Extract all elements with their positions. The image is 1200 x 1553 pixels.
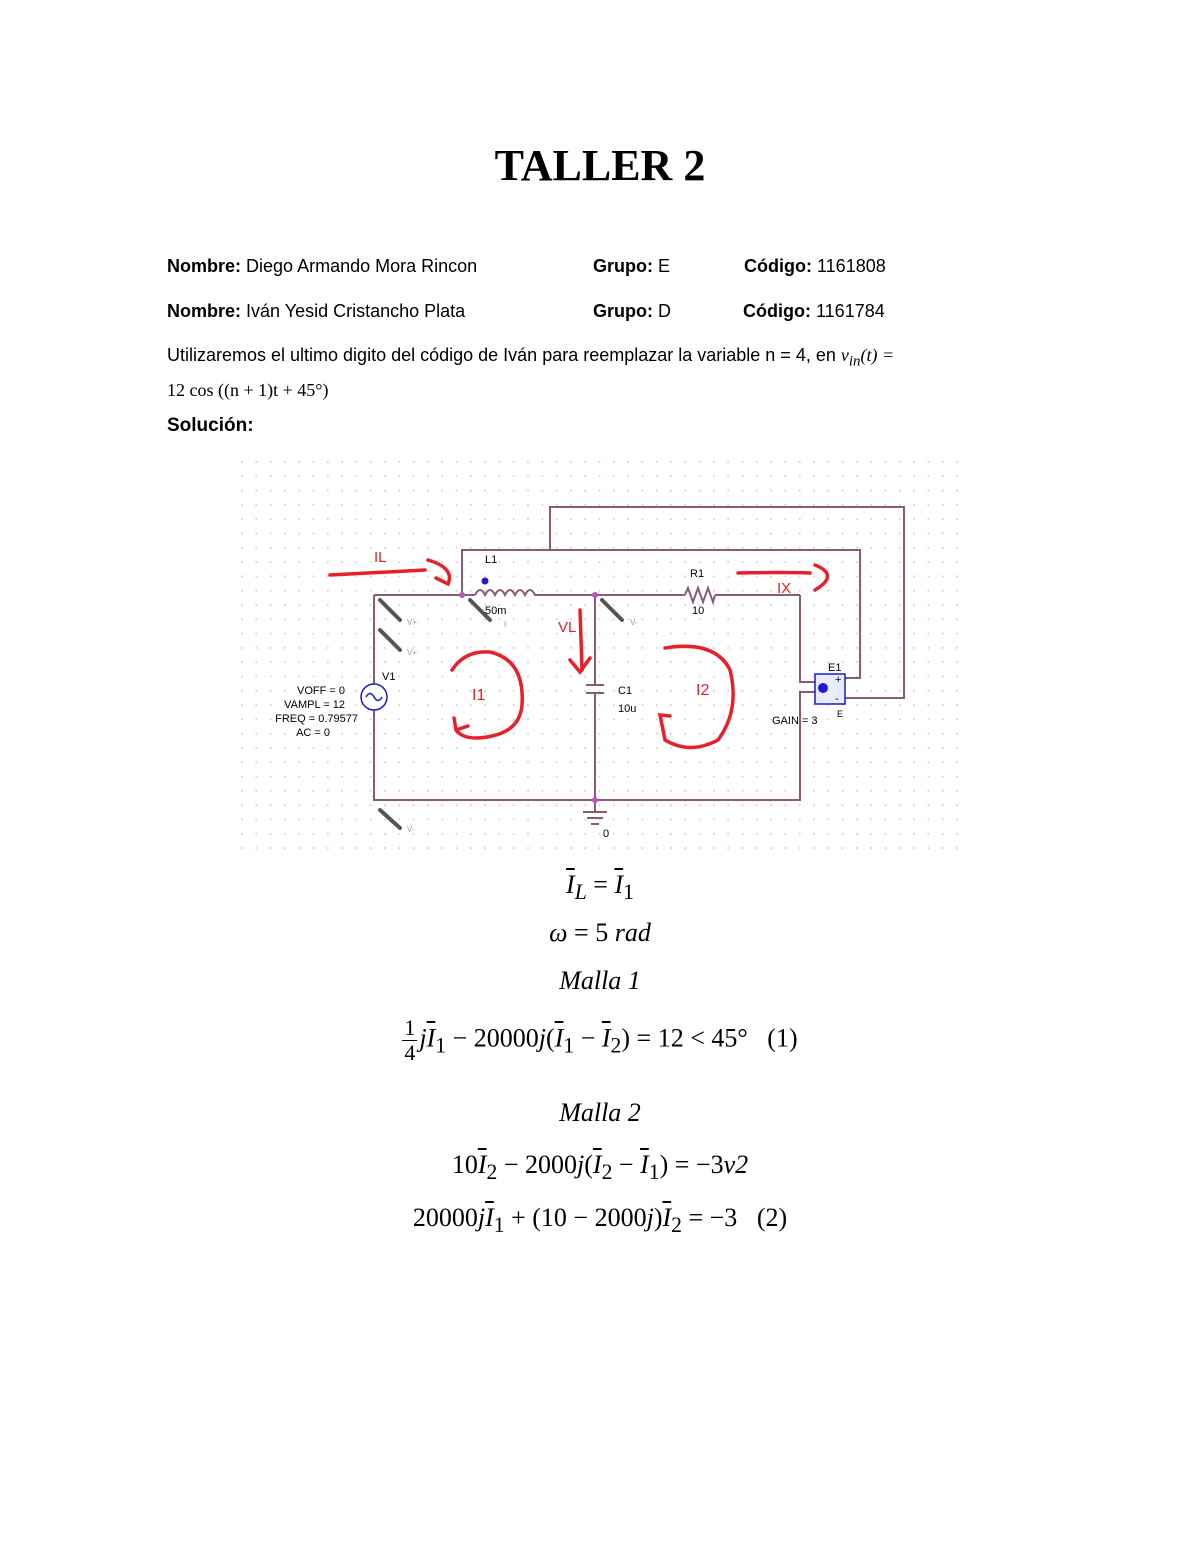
name-label: Nombre: xyxy=(167,301,242,321)
label-l1-value: 50m xyxy=(485,605,507,617)
code-label: Código: xyxy=(744,256,812,276)
vin-argument: (t) = xyxy=(860,345,895,365)
label-i1: I1 xyxy=(472,687,486,704)
circuit-diagram xyxy=(240,460,970,850)
label-e1: E1 xyxy=(828,662,842,674)
vin-symbol: $v_{in}$ xyxy=(840,345,861,370)
document-title: TALLER 2 xyxy=(494,141,706,190)
name-label: Nombre: xyxy=(167,256,242,276)
probe-label: V- xyxy=(407,825,415,834)
group-label: Grupo: xyxy=(593,256,653,276)
label-v1: V1 xyxy=(382,671,396,683)
label-freq: FREQ = 0.79577 xyxy=(275,713,358,725)
label-ground: 0 xyxy=(603,828,610,840)
student-code: 1161784 xyxy=(816,301,885,321)
voltage-source-v1 xyxy=(361,684,387,710)
equation-il-i1: $\overline{I}_L = \overline{I}_1$ xyxy=(566,870,634,905)
intro-paragraph xyxy=(167,341,1007,404)
probe-label: I xyxy=(504,620,507,629)
equation-mesh-2b: $20000j\overline{I}_1 + (10 - 2000j)\overline{I}_2 = -3$ (2) xyxy=(412,1203,788,1238)
label-r1: R1 xyxy=(690,568,705,580)
label-il: IL xyxy=(374,549,387,566)
probe-label: V+ xyxy=(407,648,418,657)
label-e: E xyxy=(837,709,844,719)
equation-mesh-1: $\frac{1}{4}$ $j\overline{I}_1 - 20000j(\overline{I}_1 - \overline{I}_2) = 12 < 45^\circ$ (1) xyxy=(404,1015,798,1065)
student-name: Diego Armando Mora Rincon xyxy=(246,256,478,276)
svg-text:+: + xyxy=(835,674,842,686)
label-c1: C1 xyxy=(618,685,633,697)
inductor-dot xyxy=(482,578,489,585)
student-group: D xyxy=(658,301,672,321)
label-l1: L1 xyxy=(485,554,498,566)
probe-label: V- xyxy=(630,618,638,627)
probe-label: V+ xyxy=(407,618,418,627)
heading-malla-1: Malla 1 xyxy=(559,966,641,995)
student-name: Iván Yesid Cristancho Plata xyxy=(246,301,466,321)
equation-mesh-2a: $10\overline{I}_2 - 2000j(\overline{I}_2 - \overline{I}_1) = -3v2$ xyxy=(451,1150,749,1185)
label-voff: VOFF = 0 xyxy=(297,685,345,697)
svg-text:-: - xyxy=(835,693,839,705)
label-r1-value: 10 xyxy=(692,605,705,617)
student-group: E xyxy=(658,256,671,276)
equation-omega: ω = 5 rad xyxy=(549,918,651,947)
group-label: Grupo: xyxy=(593,301,653,321)
vin-formula: 12 cos ((n + 1)t + 45°) xyxy=(167,379,329,400)
label-vl: VL xyxy=(558,619,577,636)
heading-malla-2: Malla 2 xyxy=(559,1098,641,1127)
label-ix: IX xyxy=(777,580,792,597)
intro-text: Utilizaremos el ultimo digito del código de Iván para reemplazar la variable n = 4, en xyxy=(167,345,836,365)
label-ac: AC = 0 xyxy=(296,727,330,739)
label-c1-value: 10u xyxy=(618,703,637,715)
code-label: Código: xyxy=(743,301,811,321)
student-code: 1161808 xyxy=(817,256,886,276)
dependent-source-e1 xyxy=(815,674,845,705)
label-vampl: VAMPL = 12 xyxy=(284,699,345,711)
label-gain: GAIN = 3 xyxy=(772,715,818,727)
label-i2: I2 xyxy=(696,682,710,699)
solution-label: Solución: xyxy=(167,415,254,436)
